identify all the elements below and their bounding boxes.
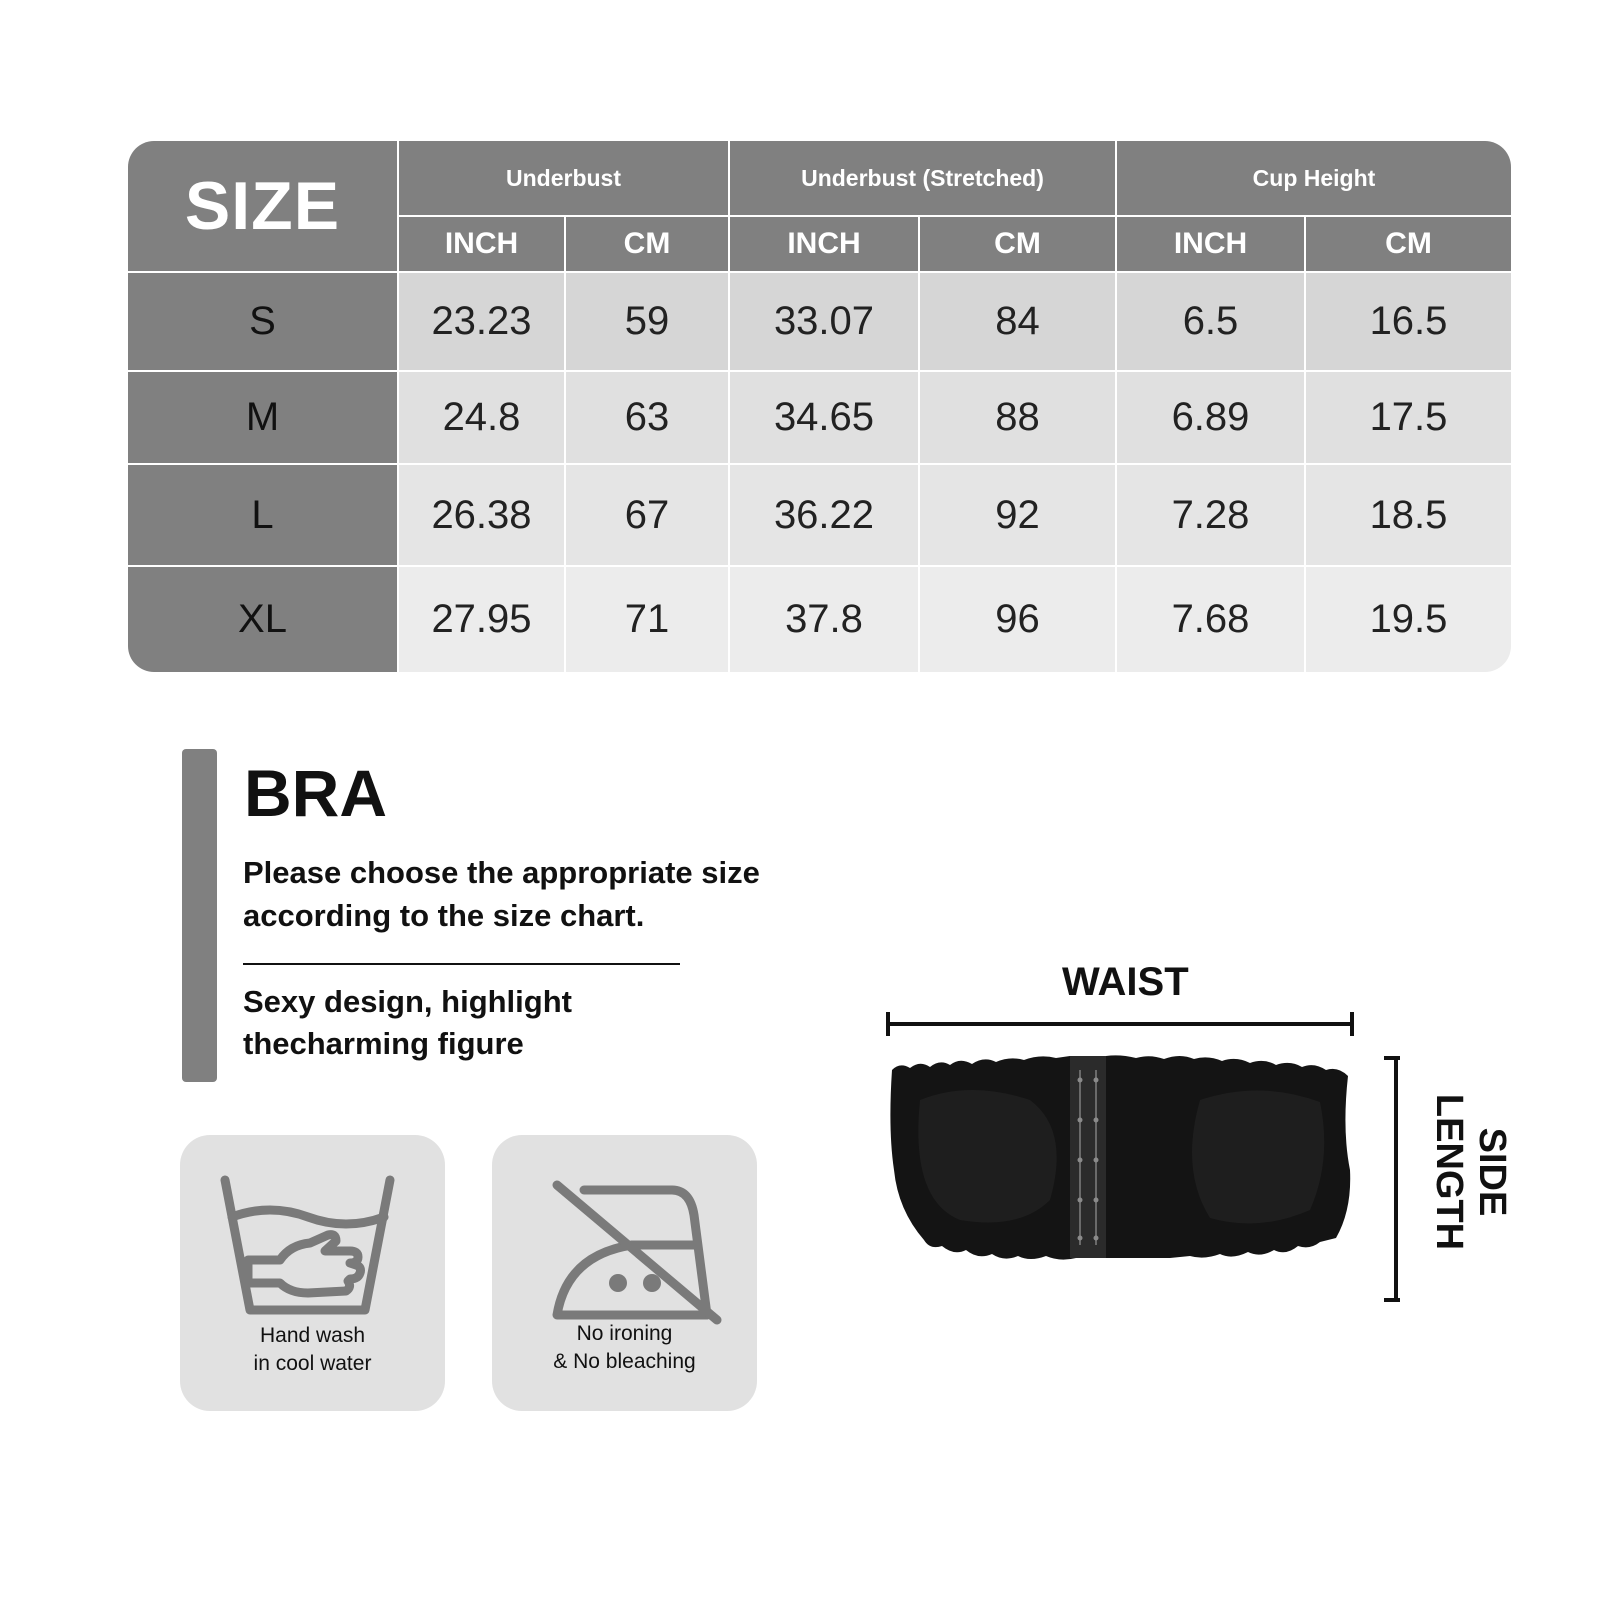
table-cell: 7.68	[1117, 567, 1306, 672]
unit-header: CM	[920, 217, 1117, 273]
section-title: BRA	[244, 756, 387, 830]
size-label: XL	[128, 567, 399, 672]
side-length-label: SIDE LENGTH	[1428, 1093, 1513, 1251]
table-cell: 18.5	[1306, 465, 1511, 567]
care-card-no-ironing	[492, 1135, 757, 1411]
table-cell: 71	[566, 567, 730, 672]
size-header: SIZE	[128, 141, 399, 273]
group-header-cup-height: Cup Height	[1117, 141, 1511, 217]
care-label-no-ironing: No ironing & No bleaching	[553, 1322, 696, 1373]
care-card-hand-wash	[180, 1135, 445, 1411]
table-cell: 36.22	[730, 465, 920, 567]
table-cell: 33.07	[730, 273, 920, 372]
table-cell: 27.95	[399, 567, 566, 672]
divider	[243, 963, 680, 965]
table-cell: 59	[566, 273, 730, 372]
table-cell: 7.28	[1117, 465, 1306, 567]
unit-header: INCH	[1117, 217, 1306, 273]
table-cell: 24.8	[399, 372, 566, 465]
table-cell: 6.89	[1117, 372, 1306, 465]
bra-measurement-diagram	[880, 1010, 1400, 1310]
accent-bar	[182, 749, 217, 1082]
table-cell: 17.5	[1306, 372, 1511, 465]
unit-header: INCH	[399, 217, 566, 273]
hand-wash-icon	[210, 1155, 415, 1330]
table-cell: 34.65	[730, 372, 920, 465]
table-cell: 88	[920, 372, 1117, 465]
tagline-text: Sexy design, highlight thecharming figure	[243, 984, 572, 1061]
unit-header: INCH	[730, 217, 920, 273]
size-chart-table	[128, 141, 1511, 672]
group-header-underbust: Underbust	[399, 141, 730, 217]
size-label: S	[128, 273, 399, 372]
no-ironing-icon	[522, 1155, 727, 1330]
waist-label: WAIST	[1062, 960, 1189, 1004]
table-cell: 84	[920, 273, 1117, 372]
unit-header: CM	[1306, 217, 1511, 273]
unit-header: CM	[566, 217, 730, 273]
table-cell: 19.5	[1306, 567, 1511, 672]
table-cell: 23.23	[399, 273, 566, 372]
size-label: M	[128, 372, 399, 465]
table-cell: 63	[566, 372, 730, 465]
bra-product-image	[890, 1055, 1350, 1259]
size-label: L	[128, 465, 399, 567]
table-cell: 96	[920, 567, 1117, 672]
table-cell: 92	[920, 465, 1117, 567]
table-cell: 16.5	[1306, 273, 1511, 372]
table-cell: 67	[566, 465, 730, 567]
side-length-measure-line	[1384, 1058, 1400, 1300]
care-label-hand-wash: Hand wash in cool water	[253, 1324, 372, 1375]
waist-measure-line	[888, 1012, 1352, 1036]
group-header-underbust-stretched: Underbust (Stretched)	[730, 141, 1117, 217]
table-cell: 6.5	[1117, 273, 1306, 372]
table-cell: 26.38	[399, 465, 566, 567]
size-advice-text: Please choose the appropriate size according to the size chart.	[243, 855, 760, 933]
table-cell: 37.8	[730, 567, 920, 672]
